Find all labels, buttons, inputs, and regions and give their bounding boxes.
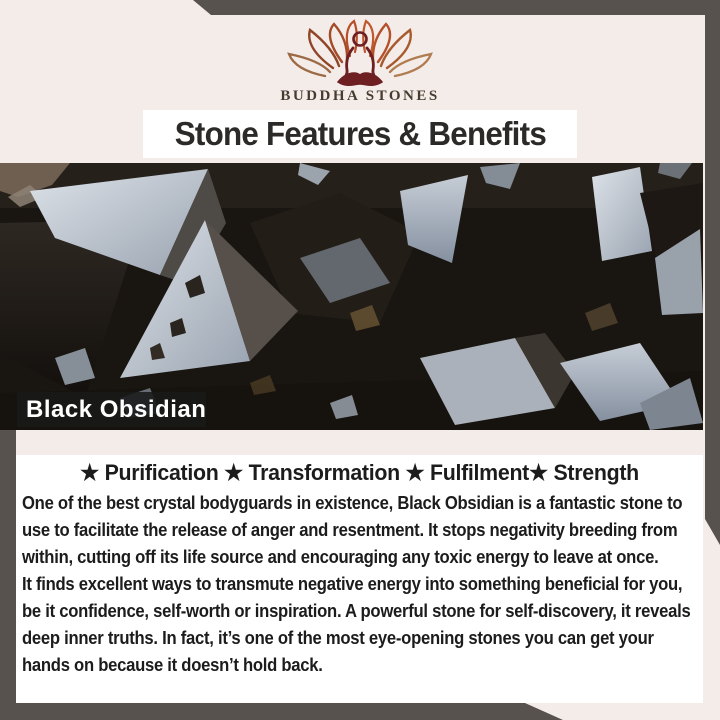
- obsidian-photo: [0, 163, 703, 430]
- page-title: Stone Features & Benefits: [174, 115, 546, 152]
- stone-name-label: Black Obsidian: [17, 392, 206, 427]
- description-paragraph-2: It finds excellent ways to transmute negative energy into something beneficial for you, be it confidence, self-worth or inspiration. A powerful stone for self-discovery, it reveals deep inner truths. In fact, it’s one of the most eye-opening stones you can get your hands on because it doesn’t hold back.: [22, 573, 691, 675]
- description-text: [22, 489, 704, 678]
- frame-bottom-bar: [0, 703, 720, 720]
- lotus-meditator-logo-icon: [285, 18, 435, 90]
- feature-keywords: ★ Purification ★ Transformation ★ Fulfilment★ Strength: [80, 460, 639, 485]
- frame-left-bar: [0, 430, 16, 720]
- headline-band: [143, 110, 577, 158]
- brand-name: BUDDHA STONES: [280, 88, 440, 104]
- frame-top-bar: [0, 0, 720, 15]
- brand-header: [0, 15, 720, 110]
- benefits-panel: [16, 455, 703, 703]
- description-paragraph-1: One of the best crystal bodyguards in existence, Black Obsidian is a fantastic stone to use to facilitate the release of anger and resentment. It stops negativity breeding from within, cutting off its life source and encouraging any toxic energy to leave at once.: [22, 492, 683, 567]
- obsidian-photo-art: [0, 163, 703, 430]
